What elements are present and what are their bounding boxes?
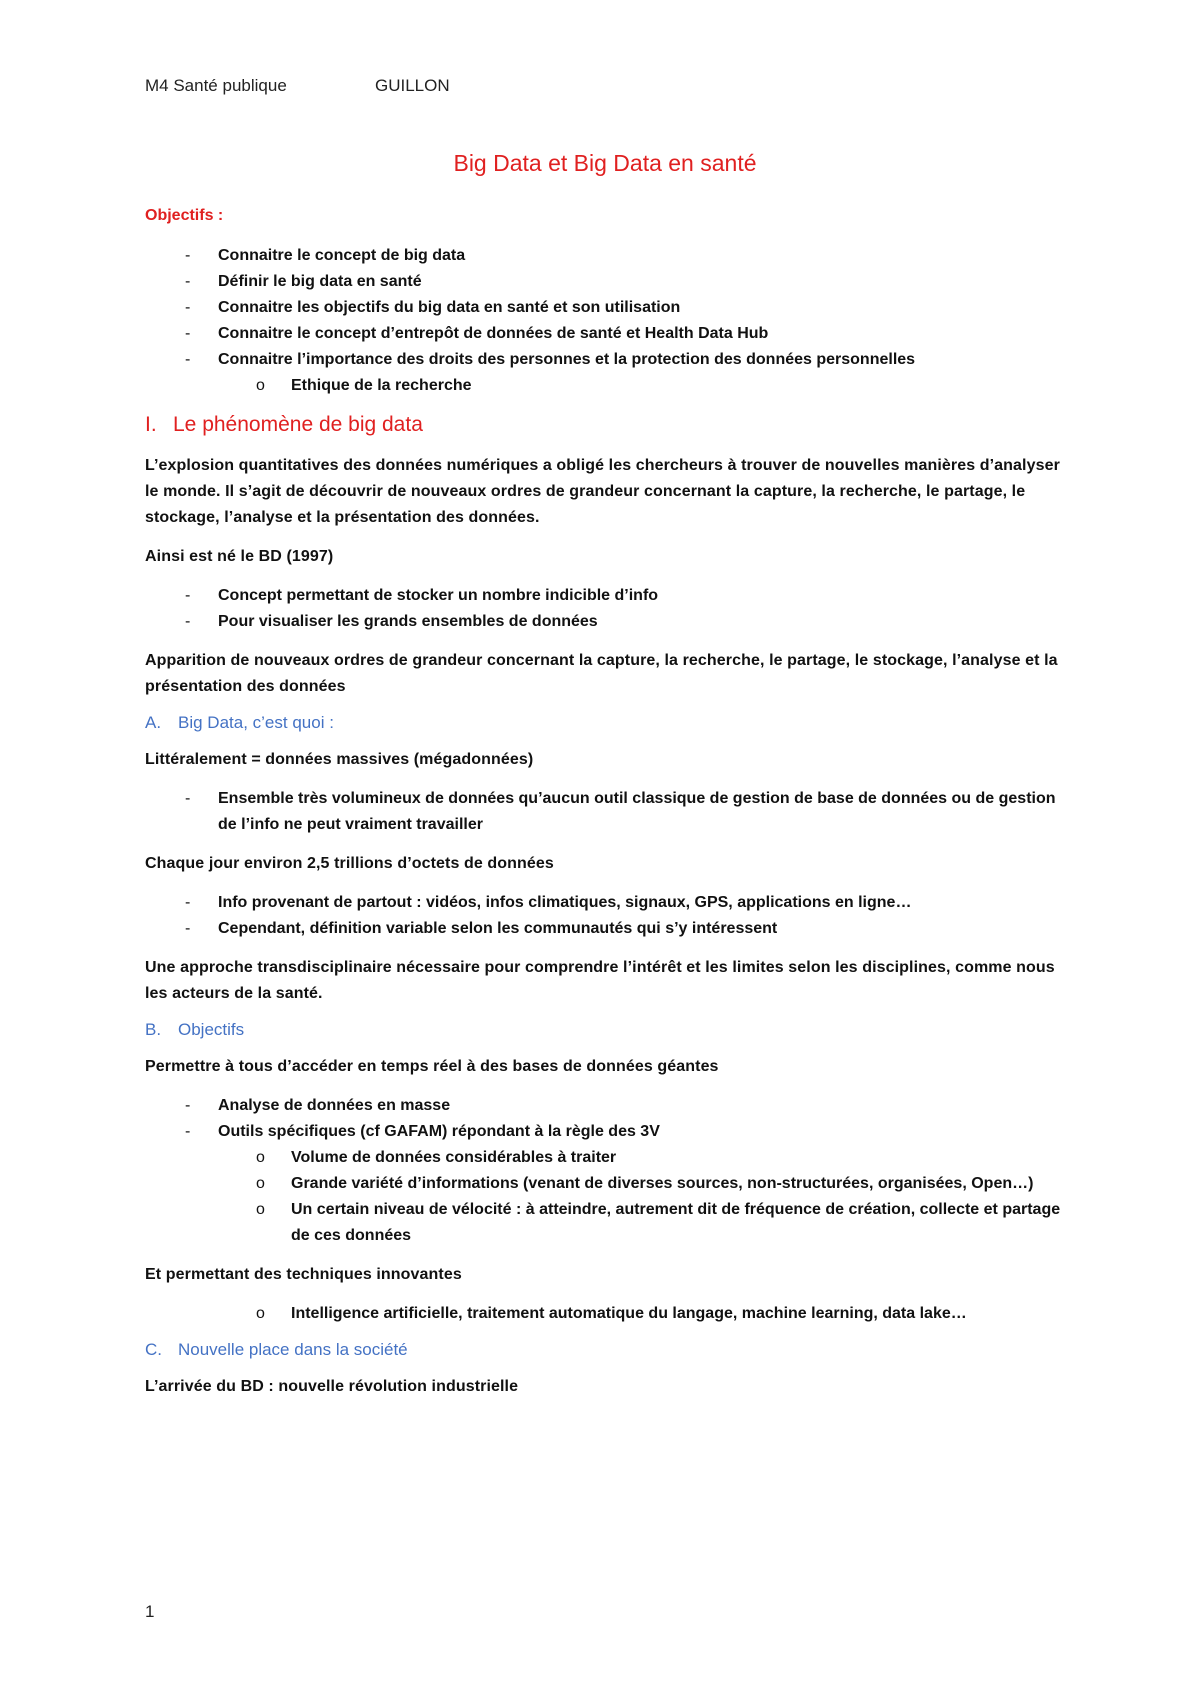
nested-list (218, 1301, 1065, 1327)
bullet-list (145, 786, 1065, 838)
page-header (145, 76, 450, 96)
paragraph: Une approche transdisciplinaire nécessaire pour comprendre l’intérêt et les limites selon les disciplines, comme nous les acteurs de la santé. (145, 959, 1055, 1002)
subsection-title: Big Data, c’est quoi : (178, 713, 334, 732)
list-item: - Analyse de données en masse (145, 1093, 1065, 1119)
subsection-number: A. (145, 713, 162, 732)
list-item: o Grande variété d’informations (venant de diverses sources, non-structurées, organisées, Open…) (218, 1171, 1065, 1197)
paragraph: Et permettant des techniques innovantes (145, 1266, 462, 1283)
objectives-sublist (218, 373, 1065, 399)
section-heading (145, 413, 1065, 437)
list-item (145, 1119, 1065, 1249)
list-item: - Définir le big data en santé (145, 269, 1065, 295)
page-number: 1 (145, 1602, 155, 1621)
paragraph: L’explosion quantitatives des données numériques a obligé les chercheurs à trouver de nouvelles manières d’analyser le monde. Il s’agit de découvrir de nouveaux ordres de grandeur concernant la capture, la recherche, le partage, le stockage, l’analyse et la présentation des données. (145, 457, 1060, 526)
paragraph: Apparition de nouveaux ordres de grandeur concernant la capture, la recherche, le partage, le stockage, l’analyse et la présentation des données (145, 652, 1058, 695)
paragraph: Chaque jour environ 2,5 trillions d’octets de données (145, 855, 554, 872)
list-item: o Un certain niveau de vélocité : à atteindre, autrement dit de fréquence de création, collecte et partage de ces données (218, 1197, 1065, 1249)
list-item: - Info provenant de partout : vidéos, infos climatiques, signaux, GPS, applications en ligne… (145, 890, 1065, 916)
list-item: - Connaitre l’importance des droits des personnes et la protection des données personnelles (145, 347, 1065, 373)
subsection-heading (145, 713, 1065, 733)
list-item: - Cependant, définition variable selon les communautés qui s’y intéressent (145, 916, 1065, 942)
document-body (145, 150, 1065, 1413)
list-item-text: Outils spécifiques (cf GAFAM) répondant à la règle des 3V (218, 1123, 660, 1140)
bullet-list (145, 1093, 1065, 1249)
subsection-heading (145, 1340, 1065, 1360)
document-title: Big Data et Big Data en santé (453, 150, 757, 176)
paragraph: L’arrivée du BD : nouvelle révolution industrielle (145, 1378, 519, 1395)
list-item: - Ensemble très volumineux de données qu’aucun outil classique de gestion de base de données ou de gestion de l’info ne peut vraiment travailler (145, 786, 1065, 838)
header-author: GUILLON (375, 76, 450, 95)
paragraph: Ainsi est né le BD (1997) (145, 548, 334, 565)
subsection-title: Objectifs (178, 1020, 245, 1039)
objectives-list (145, 243, 1065, 373)
list-item: - Concept permettant de stocker un nombre indicible d’info (145, 583, 1065, 609)
list-item: - Connaitre le concept de big data (145, 243, 1065, 269)
header-course: M4 Santé publique (145, 76, 287, 95)
list-item: o Intelligence artificielle, traitement automatique du langage, machine learning, data lake… (218, 1301, 1065, 1327)
subsection-heading (145, 1020, 1065, 1040)
section-title: Le phénomène de big data (173, 413, 423, 436)
objectives-label: Objectifs : (145, 207, 224, 224)
subsection-title: Nouvelle place dans la société (178, 1340, 408, 1359)
list-item: - Connaitre les objectifs du big data en santé et son utilisation (145, 295, 1065, 321)
section-number: I. (145, 413, 157, 436)
list-item: o Volume de données considérables à traiter (218, 1145, 1065, 1171)
nested-list (218, 1145, 1065, 1249)
subsection-number: B. (145, 1020, 162, 1039)
subsection-number: C. (145, 1340, 162, 1359)
paragraph: Permettre à tous d’accéder en temps réel à des bases de données géantes (145, 1058, 719, 1075)
bullet-list (145, 890, 1065, 942)
list-item: - Pour visualiser les grands ensembles de données (145, 609, 1065, 635)
list-item: o Ethique de la recherche (218, 373, 1065, 399)
paragraph: Littéralement = données massives (mégadonnées) (145, 751, 534, 768)
list-item: - Connaitre le concept d’entrepôt de données de santé et Health Data Hub (145, 321, 1065, 347)
bullet-list (145, 583, 1065, 635)
